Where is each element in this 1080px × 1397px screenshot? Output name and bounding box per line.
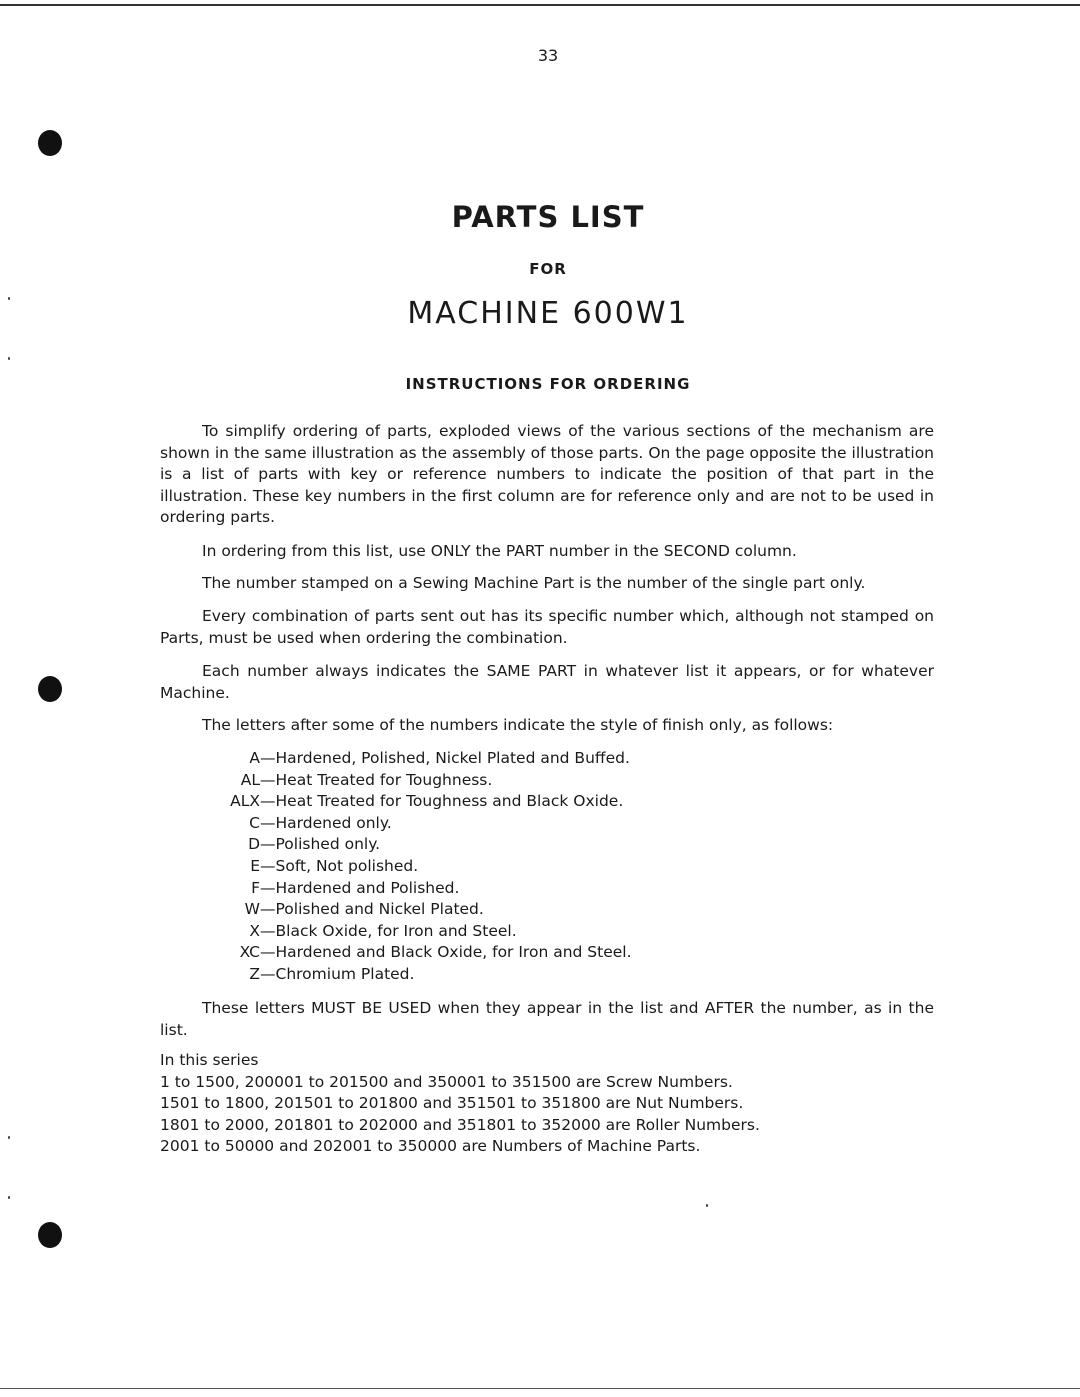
finish-dash: — — [260, 749, 276, 767]
finish-item — [230, 770, 632, 792]
finish-code: A — [249, 749, 260, 767]
page-title: PARTS LIST — [451, 200, 645, 234]
finish-dash: — — [260, 792, 276, 811]
finish-description: Hardened and Polished. — [275, 878, 460, 897]
number-series-block — [160, 1050, 760, 1158]
finish-code: E — [250, 856, 260, 875]
finish-code-list — [230, 748, 632, 986]
finish-description: Hardened, Polished, Nickel Plated and Buffed. — [275, 749, 630, 767]
instructions-heading: INSTRUCTIONS FOR ORDERING — [405, 375, 691, 393]
finish-description: Soft, Not polished. — [275, 856, 419, 875]
scan-speck — [8, 357, 10, 360]
finish-dash: — — [260, 856, 276, 875]
scan-speck — [8, 1196, 10, 1199]
finish-dash: — — [260, 943, 276, 962]
finish-code: C — [249, 813, 260, 832]
paragraph-combination: Every combination of parts sent out has its specific number which, although not stamped on Parts, must be used when ordering the combination. — [160, 607, 934, 647]
for-label: FOR — [529, 260, 567, 278]
finish-code: D — [248, 835, 260, 854]
finish-dash: — — [260, 835, 276, 854]
series-line-nut: 1501 to 1800, 201501 to 201800 and 351501 to 351800 are Nut Numbers. — [160, 1094, 744, 1113]
finish-description: Heat Treated for Toughness and Black Oxide. — [275, 792, 624, 811]
series-line-machine-parts: 2001 to 50000 and 202001 to 350000 are Numbers of Machine Parts. — [160, 1137, 701, 1156]
finish-dash: — — [260, 878, 276, 897]
finish-description: Chromium Plated. — [275, 964, 415, 983]
finish-code: F — [251, 878, 260, 897]
finish-item — [230, 834, 632, 856]
finish-dash: — — [260, 964, 276, 983]
finish-item — [230, 791, 632, 813]
paragraph-letters-finish: The letters after some of the numbers indicate the style of finish only, as follows: — [202, 716, 834, 734]
series-intro: In this series — [160, 1051, 259, 1069]
finish-dash: — — [260, 900, 276, 919]
finish-description: Hardened and Black Oxide, for Iron and Steel. — [275, 943, 632, 962]
paragraph-letters-must-be-used: These letters MUST BE USED when they appear in the list and AFTER the number, as in the list. — [160, 999, 934, 1039]
finish-description: Polished and Nickel Plated. — [275, 900, 484, 919]
finish-item — [230, 921, 632, 943]
finish-code: XC — [239, 943, 260, 962]
finish-item — [230, 942, 632, 964]
series-line-screw: 1 to 1500, 200001 to 201500 and 350001 to 351500 are Screw Numbers. — [160, 1072, 733, 1091]
finish-code: Z — [249, 964, 260, 983]
series-line-roller: 1801 to 2000, 201801 to 202000 and 351801 to 352000 are Roller Numbers. — [160, 1115, 760, 1134]
finish-item — [230, 964, 632, 986]
finish-item — [230, 856, 632, 878]
paragraph-number-stamped: The number stamped on a Sewing Machine Part is the number of the single part only. — [202, 574, 866, 592]
finish-description: Black Oxide, for Iron and Steel. — [275, 921, 517, 940]
scan-speck — [706, 1204, 708, 1207]
paragraph-same-part: Each number always indicates the SAME PART in whatever list it appears, or for whatever Machine. — [160, 662, 934, 702]
paragraph-simplify-ordering: To simplify ordering of parts, exploded views of the various sections of the mechanism are shown in the same illustration as the assembly of those parts. On the page opposite the illustration is a list of parts with key or reference numbers to indicate the position of that part in the illustration. These key numbers in the first column are for reference only and are not to be used in ordering parts. — [160, 422, 934, 526]
scan-speck — [8, 1136, 10, 1139]
binder-hole-middle — [38, 676, 62, 702]
finish-item — [230, 748, 632, 770]
finish-item — [230, 813, 632, 835]
binder-hole-top — [38, 130, 62, 156]
finish-code: X — [249, 921, 260, 940]
finish-description: Hardened only. — [275, 813, 392, 832]
paragraph-ordering-from-list: In ordering from this list, use ONLY the PART number in the SECOND column. — [202, 542, 797, 560]
finish-code: ALX — [230, 792, 260, 811]
finish-dash: — — [260, 770, 276, 789]
finish-code: AL — [240, 770, 260, 789]
bottom-edge-rule — [0, 1388, 1080, 1389]
finish-description: Heat Treated for Toughness. — [275, 770, 493, 789]
finish-dash: — — [260, 921, 276, 940]
finish-dash: — — [260, 813, 276, 832]
page-number: 33 — [537, 46, 559, 65]
finish-description: Polished only. — [275, 835, 381, 854]
binder-hole-bottom — [38, 1222, 62, 1248]
finish-item — [230, 878, 632, 900]
finish-code: W — [244, 900, 260, 919]
machine-title: MACHINE 600W1 — [407, 296, 689, 331]
finish-item — [230, 899, 632, 921]
top-edge-rule — [0, 4, 1080, 6]
